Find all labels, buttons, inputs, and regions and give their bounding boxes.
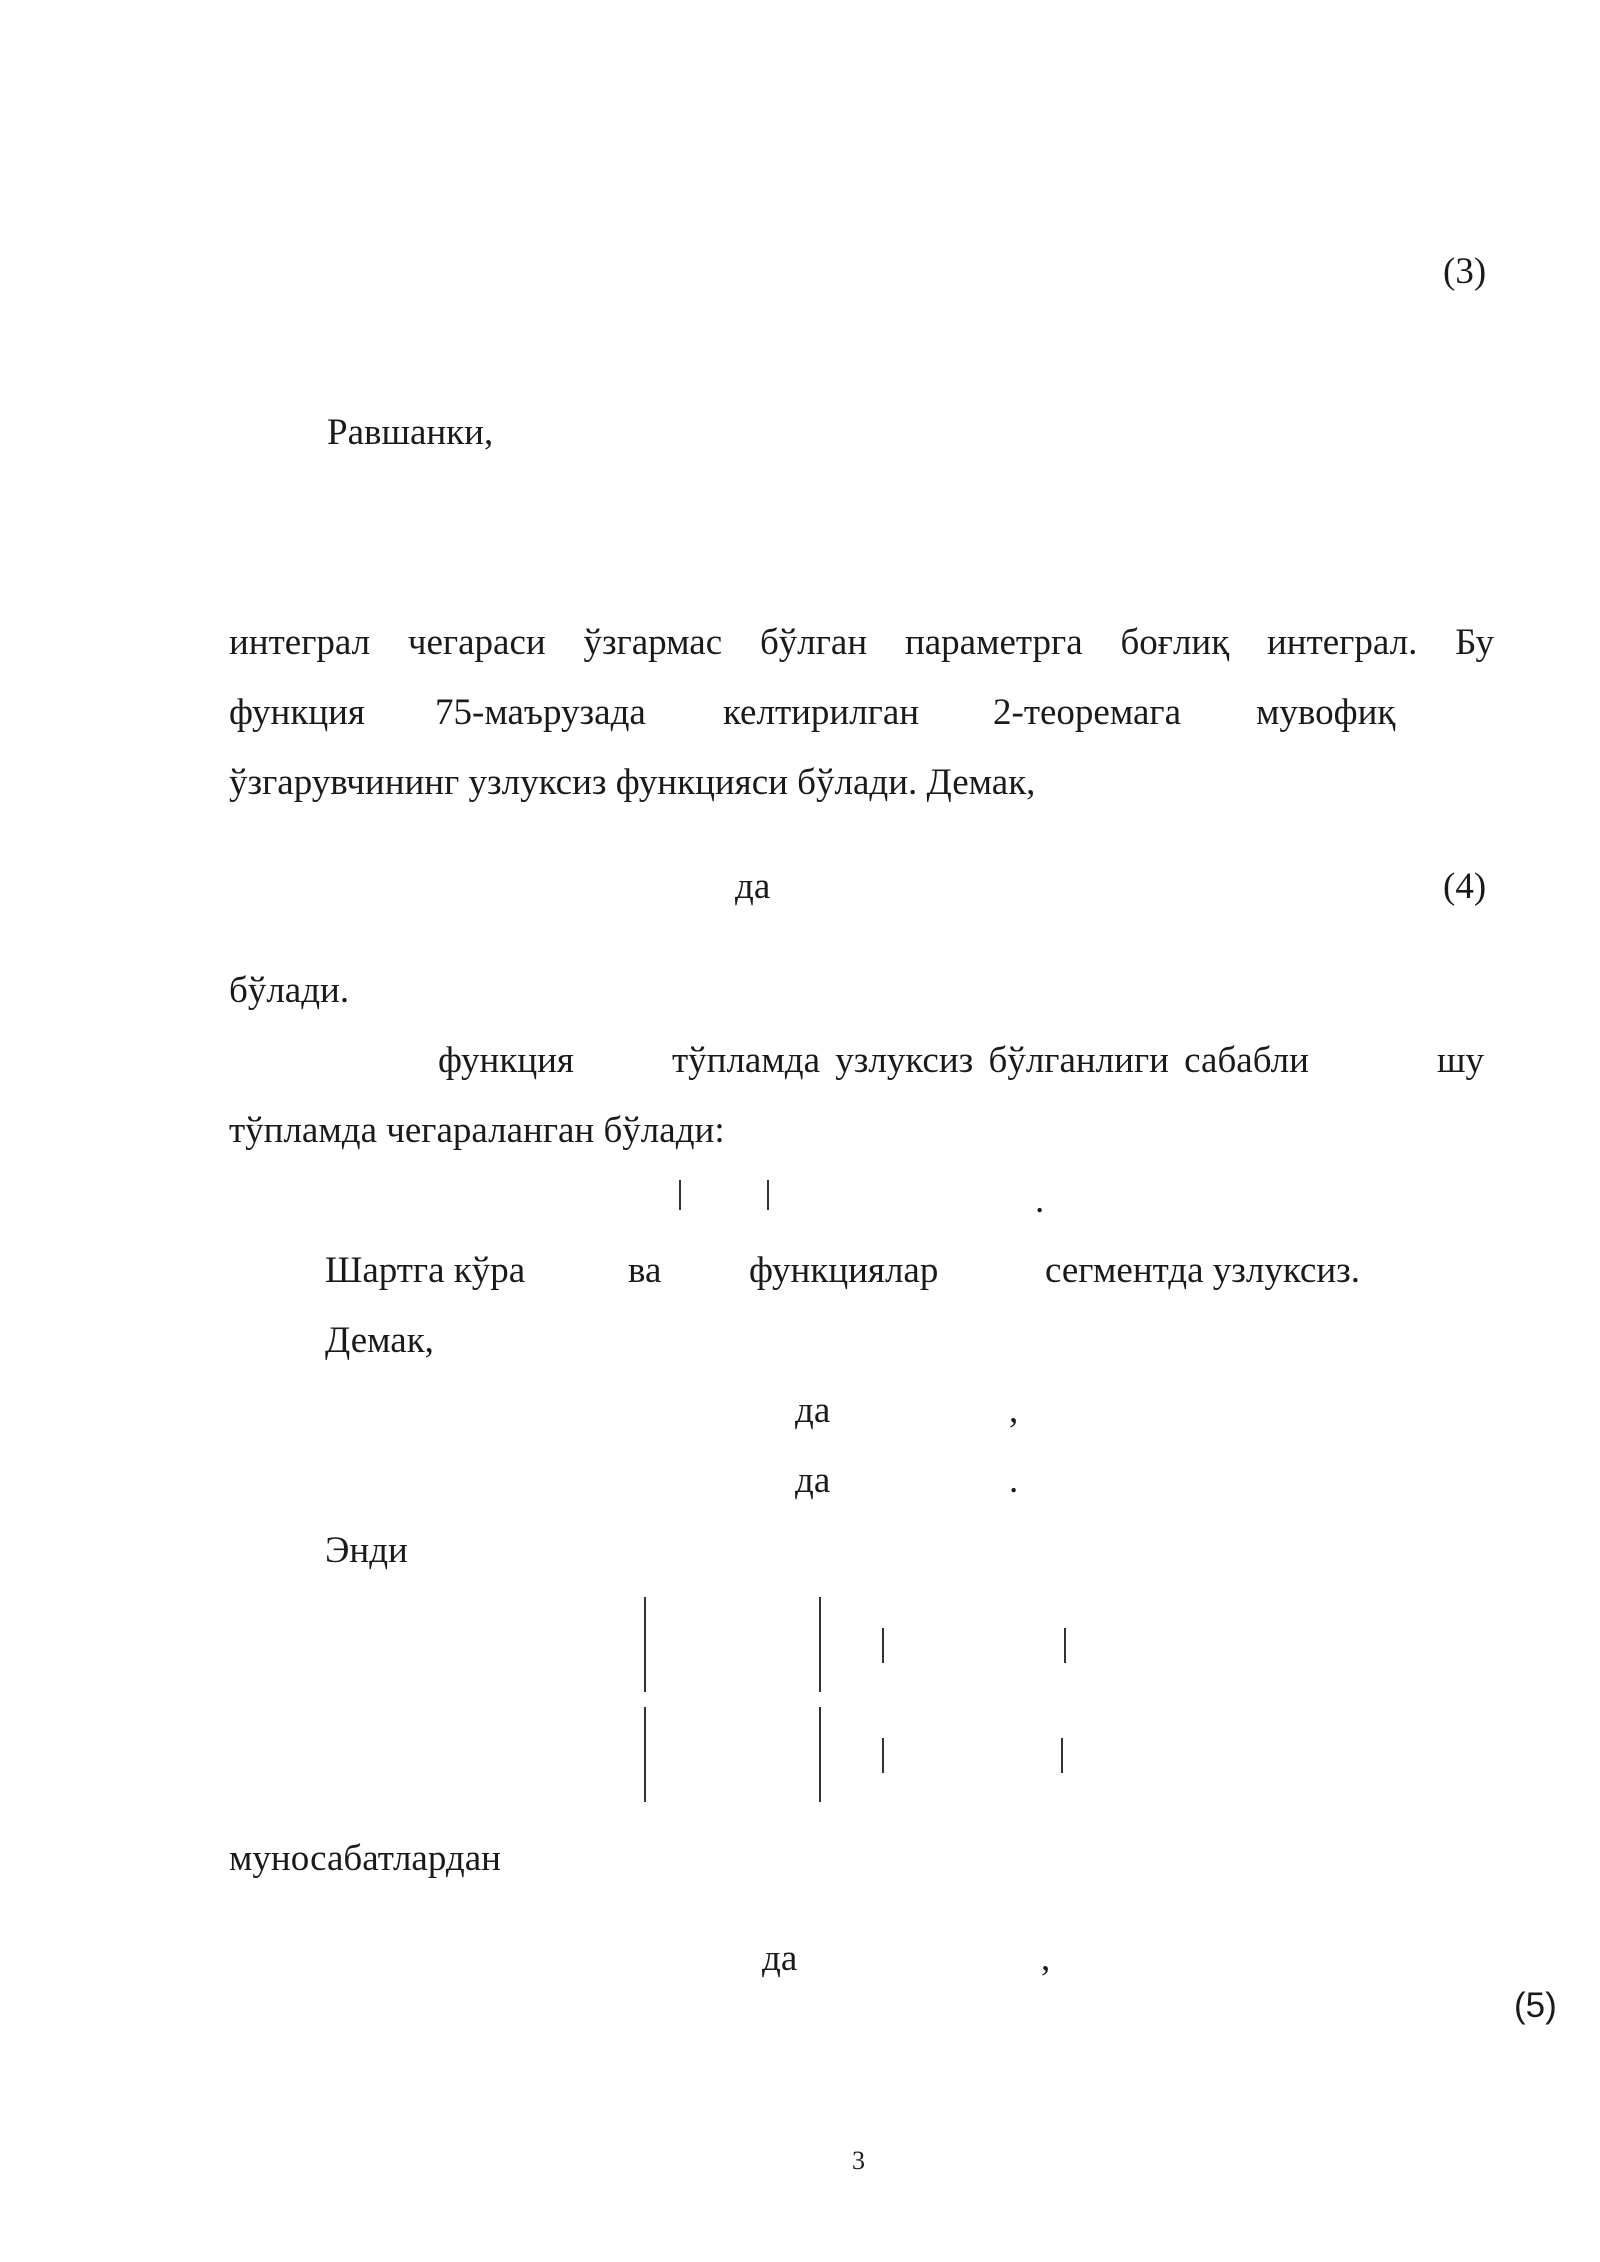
paragraph-1-word: 2-теоремага	[993, 692, 1182, 733]
conclusion-text: бўлади.	[229, 970, 350, 1011]
word: интеграл.	[1266, 622, 1418, 663]
word: бўлган	[759, 622, 868, 663]
equation-number-5: (5)	[1514, 1986, 1557, 2025]
abs-bar-large-2	[819, 1597, 821, 1692]
now-text: Энди	[325, 1530, 408, 1571]
abs-bar-large-3	[644, 1707, 646, 1802]
paragraph-1-word: келтирилган	[723, 692, 920, 733]
paragraph-1-word: мувофиқ	[1256, 692, 1396, 733]
condition-text-3: функциялар	[749, 1250, 939, 1291]
abs-bar-right	[767, 1180, 769, 1210]
word: ўзгармас	[583, 622, 723, 663]
word: интеграл	[229, 622, 371, 663]
paragraph-1-word: функция	[229, 692, 365, 733]
page-number: 3	[852, 2146, 865, 2175]
abs-bar-small-4	[1061, 1738, 1063, 1773]
condition-text-2: ва	[628, 1250, 662, 1291]
word: чегараси	[407, 622, 546, 663]
paragraph-2-word-shu: шу	[1437, 1040, 1484, 1081]
equation-number-3: (3)	[1443, 251, 1487, 292]
abs-bar-small-2	[1064, 1628, 1066, 1663]
condition-2-punct: .	[1009, 1460, 1019, 1501]
abs-bar-small-3	[882, 1738, 884, 1773]
therefore-text: Демак,	[325, 1320, 434, 1361]
word: параметрга	[904, 622, 1083, 663]
word: Бу	[1455, 622, 1494, 663]
paragraph-2-middle-text: тўпламда узлуксиз бўлганлиги сабабли	[672, 1040, 1309, 1081]
abs-bar-left	[679, 1180, 681, 1210]
intro-text: Равшанки,	[327, 412, 494, 453]
condition-text-4: сегментда узлуксиз.	[1045, 1250, 1361, 1291]
abs-bar-small-1	[882, 1628, 884, 1663]
condition-1-da: да	[795, 1390, 831, 1431]
equation-number-4: (4)	[1443, 866, 1487, 907]
paragraph-2-middle	[672, 1042, 1376, 1079]
paragraph-2-line-2: тўпламда чегараланган бўлади:	[229, 1110, 725, 1151]
relations-text: муносабатлардан	[229, 1838, 501, 1879]
paragraph-2-function: функция	[438, 1040, 574, 1081]
equation-5-da: да	[762, 1938, 798, 1979]
abs-bar-large-1	[644, 1597, 646, 1692]
condition-1-punct: ,	[1009, 1390, 1019, 1431]
word: боғлиқ	[1120, 622, 1230, 663]
equation-5-punct: ,	[1041, 1938, 1051, 1979]
paragraph-1-word: 75-маърузада	[435, 692, 646, 733]
condition-2-da: да	[795, 1460, 831, 1501]
condition-text-1: Шартга кўра	[325, 1250, 526, 1291]
bound-period: .	[1035, 1180, 1045, 1221]
abs-bar-large-4	[819, 1707, 821, 1802]
paragraph-1-line-3: ўзгарувчининг узлуксиз функцияси бўлади. Демак,	[229, 762, 1036, 803]
equation-4-da: да	[735, 866, 771, 907]
paragraph-1-line-1	[229, 624, 1494, 661]
